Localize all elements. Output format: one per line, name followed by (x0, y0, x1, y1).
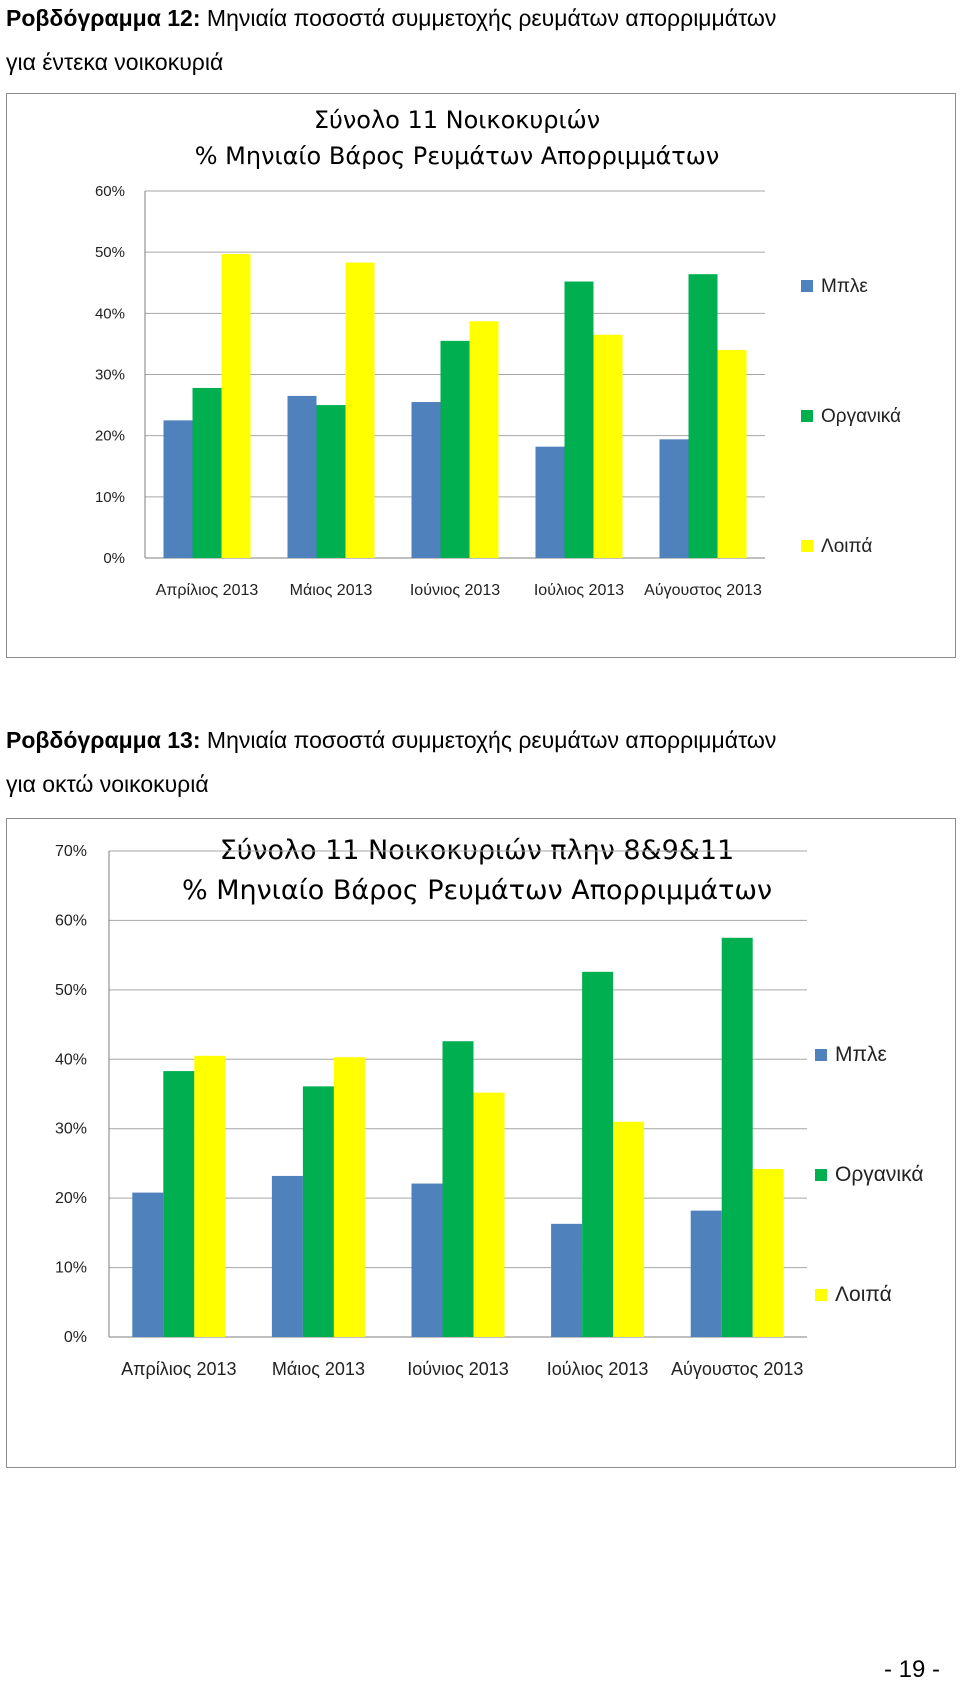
y-tick-label: 20% (54, 1190, 87, 1208)
chart-title-line-2: % Μηνιαίο Βάρος Ρευμάτων Απορριμμάτων (194, 142, 720, 170)
bar-yellow (346, 263, 375, 558)
chart-title-line-1: Σύνολο 11 Νοικοκυριών (313, 106, 601, 134)
legend-swatch-green (815, 1169, 827, 1181)
x-tick-label: Ιούνιος 2013 (407, 1359, 509, 1379)
legend-label: Μπλε (821, 276, 868, 297)
caption-text-line2: για οκτώ νοικοκυριά (6, 771, 209, 797)
legend-swatch-green (801, 410, 813, 422)
chart-container-2 (6, 818, 956, 1468)
legend-label: Λοιπά (821, 536, 873, 557)
x-tick-label: Αύγουστος 2013 (644, 582, 762, 599)
y-tick-label: 40% (54, 1051, 87, 1069)
bar-blue (412, 1184, 443, 1337)
legend-label: Οργανικά (835, 1163, 924, 1186)
x-tick-label: Ιούνιος 2013 (409, 582, 501, 599)
legend-swatch-yellow (815, 1289, 827, 1301)
bar-green (582, 972, 613, 1337)
bar-blue (412, 402, 441, 558)
bar-blue (551, 1224, 582, 1337)
bar-yellow (613, 1122, 644, 1337)
bar-green (565, 282, 594, 558)
y-tick-label: 30% (54, 1120, 87, 1138)
y-tick-label: 30% (94, 366, 125, 384)
caption-text: Μηνιαία ποσοστά συμμετοχής ρευμάτων απορριμμάτων (206, 727, 777, 753)
y-tick-label: 20% (94, 427, 125, 445)
x-tick-label: Απρίλιος 2013 (155, 582, 259, 599)
bar-green (722, 938, 753, 1337)
x-tick-label: Ιούλιος 2013 (533, 582, 625, 599)
bar-blue (536, 447, 565, 558)
bar-yellow (334, 1057, 365, 1337)
chart-title-line-2: % Μηνιαίο Βάρος Ρευμάτων Απορριμμάτων (181, 875, 773, 906)
y-tick-label: 60% (94, 183, 125, 200)
legend-swatch-yellow (801, 540, 813, 552)
bar-blue (660, 439, 689, 558)
legend-label: Λοιπά (835, 1283, 892, 1306)
x-tick-label: Ιούλιος 2013 (546, 1359, 649, 1379)
y-tick-label: 0% (103, 550, 125, 567)
caption-text: Μηνιαία ποσοστά συμμετοχής ρευμάτων απορριμμάτων (206, 5, 777, 31)
bar-green (689, 274, 718, 558)
x-tick-label: Μάιος 2013 (289, 582, 373, 599)
bar-yellow (222, 254, 251, 558)
y-tick-label: 70% (54, 843, 87, 860)
bar-yellow (753, 1169, 784, 1337)
bar-yellow (470, 321, 499, 558)
y-tick-label: 10% (94, 488, 125, 506)
y-tick-label: 10% (54, 1259, 87, 1277)
legend-label: Μπλε (835, 1043, 887, 1066)
bar-green (443, 1041, 474, 1337)
bar-green (441, 341, 470, 558)
bar-green (317, 405, 346, 558)
bar-blue (164, 420, 193, 558)
bar-yellow (594, 335, 623, 558)
y-tick-label: 50% (54, 981, 87, 999)
x-tick-label: Μάιος 2013 (271, 1359, 365, 1379)
bar-blue (272, 1176, 303, 1337)
y-tick-label: 60% (54, 912, 87, 930)
y-tick-label: 50% (94, 244, 125, 262)
chart-title-line-1: Σύνολο 11 Νοικοκυριών πλην 8&9&11 (219, 835, 735, 866)
bar-yellow (194, 1056, 225, 1337)
bar-yellow (474, 1093, 505, 1337)
y-tick-label: 40% (94, 305, 125, 323)
x-tick-label: Αύγουστος 2013 (670, 1359, 804, 1379)
chart-caption-13 (6, 718, 956, 806)
bar-chart-1 (7, 94, 957, 659)
bar-yellow (718, 350, 747, 558)
bar-blue (132, 1193, 163, 1337)
caption-label: Ροβδόγραμμα 13: (6, 727, 201, 753)
bar-blue (691, 1211, 722, 1337)
y-tick-label: 0% (63, 1329, 87, 1346)
legend-label: Οργανικά (821, 406, 902, 427)
x-tick-label: Απρίλιος 2013 (121, 1359, 237, 1379)
legend-swatch-blue (815, 1049, 827, 1061)
bar-chart-2 (7, 819, 957, 1469)
caption-label: Ροβδόγραμμα 12: (6, 5, 201, 31)
legend-swatch-blue (801, 280, 813, 292)
bar-green (163, 1071, 194, 1337)
bar-green (193, 388, 222, 558)
page-number: - 19 - (883, 1656, 940, 1683)
chart-caption-12 (6, 0, 956, 84)
chart-container-1 (6, 93, 956, 658)
bar-green (303, 1086, 334, 1337)
caption-text-line2: για έντεκα νοικοκυριά (6, 49, 224, 75)
bar-blue (288, 396, 317, 558)
